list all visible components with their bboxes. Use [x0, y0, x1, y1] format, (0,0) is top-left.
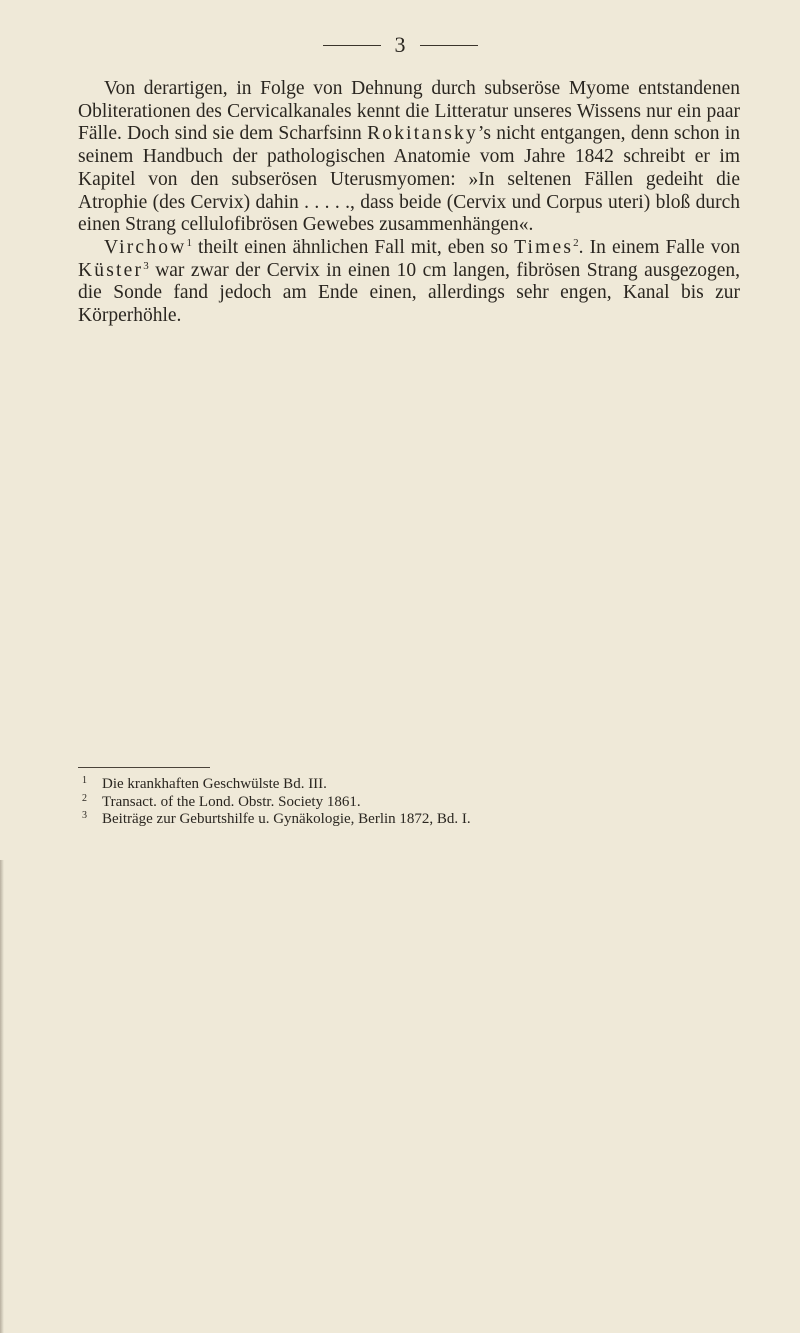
author-name-rokitansky: Rokitansky	[367, 123, 478, 145]
footnote-rule	[78, 767, 210, 768]
footnote-mark: 2	[82, 792, 87, 804]
footnotes	[78, 776, 728, 829]
footnote-mark: 3	[82, 810, 87, 821]
paragraph-1	[78, 78, 740, 237]
footnote-mark: 1	[82, 775, 87, 786]
paragraph-2-text-a: theilt einen ähnlichen Fall mit, eben so	[191, 236, 515, 258]
page-edge-shadow	[0, 860, 4, 1333]
header-rule-right	[420, 45, 478, 46]
page-header	[0, 30, 800, 60]
footnote-text: Die krankhaften Geschwülste Bd. III.	[102, 776, 327, 792]
footnote-text: Beiträge zur Geburtshilfe u. Gynäkologie, Berlin 1872, Bd. I.	[102, 811, 471, 827]
paragraph-2-text-b: . In einem Falle von	[578, 236, 740, 258]
paragraph-1-text-a: Von derartigen, in Folge von Dehnung durch subseröse Myome entstandenen Obliterationen des Cervicalkanales kennt die Litteratur unseres Wissens nur ein paar Fälle. Doch sind sie dem Scharfsinn	[78, 78, 740, 145]
paragraph-1-text-b: ’s nicht entgangen, denn schon in seinem Handbuch der pathologischen Anatomie vom Jahre 1842 schreibt er im Kapitel von den subserösen Uterusmyomen: »In seltenen Fällen gedeiht die Atrophie (des Cervix) dahin . . . . ., dass beide (Cervix und Corpus uteri) bloß durch einen Strang cellulofibrösen Gewebes zusammenhängen«.	[78, 123, 740, 236]
footnote-ref-3: 3	[143, 259, 149, 272]
page-number: 3	[394, 32, 406, 57]
paragraph-2-text-c: war zwar der Cervix in einen 10 cm langen, fibrösen Strang ausgezogen, die Sonde fand jedoch am Ende einen, allerdings sehr engen, Kanal bis zur Körperhöhle.	[78, 259, 740, 327]
author-name-virchow: Virchow	[104, 236, 187, 258]
footnote-3	[78, 811, 728, 829]
footnote-1	[78, 776, 728, 794]
footnote-2	[78, 794, 728, 812]
footnote-text: Transact. of the Lond. Obstr. Society 1861.	[102, 793, 361, 810]
main-text	[78, 78, 740, 328]
footnote-ref-2: 2	[573, 236, 579, 249]
author-name-kuester: Küster	[78, 259, 144, 281]
paragraph-2	[78, 237, 740, 328]
author-name-times: Times	[514, 236, 574, 258]
footnote-ref-1: 1	[186, 236, 192, 249]
header-rule-left	[323, 45, 381, 46]
